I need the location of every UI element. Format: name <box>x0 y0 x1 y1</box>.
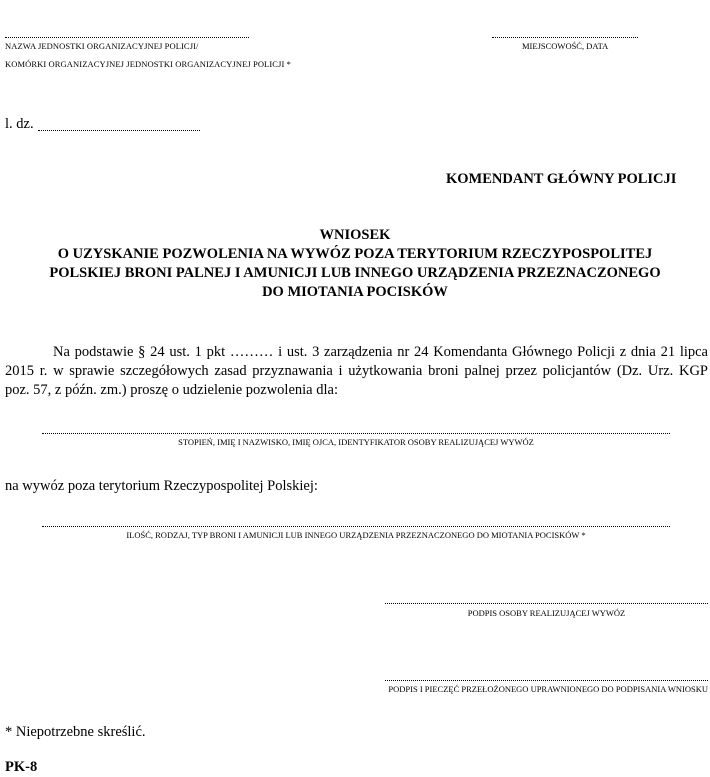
request-paragraph <box>5 343 708 400</box>
unit-cell-label: KOMÓRKI ORGANIZACYJNEJ JEDNOSTKI ORGANIZACYJNEJ POLICJI * <box>5 59 291 69</box>
export-statement: na wywóz poza terytorium Rzeczypospolitej Polskiej: <box>5 478 318 494</box>
supervisor-signature-caption: PODPIS I PIECZĘĆ PRZEŁOŻONEGO UPRAWNIONEGO DO PODPISANIA WNIOSKU <box>388 684 708 694</box>
request-line-3: poz. 57, z późn. zm.) proszę o udzielenie pozwolenia dla: <box>5 382 338 398</box>
unit-name-line[interactable] <box>5 37 249 38</box>
form-title-line-2: O UZYSKANIE POZWOLENIA NA WYWÓZ POZA TERYTORIUM RZECZYPOSPOLITEJ <box>57 246 653 262</box>
supervisor-signature-line[interactable] <box>385 680 708 681</box>
request-line-2: 2015 r. w sprawie szczegółowych zasad przyznawania i użytkowania broni palnej przez policjantów (Dz. Urz. KGP <box>5 363 708 379</box>
unit-name-label: NAZWA JEDNOSTKI ORGANIZACYJNEJ POLICJI/ <box>5 41 199 51</box>
person-signature-caption: PODPIS OSOBY REALIZUJĄCEJ WYWÓZ <box>467 608 626 618</box>
form-title-line-3: POLSKIEJ BRONI PALNEJ I AMUNICJI LUB INNEGO URZĄDZENIA PRZEZNACZONEGO <box>49 265 661 281</box>
person-signature-line[interactable] <box>385 603 708 604</box>
weapon-field-line[interactable] <box>42 526 670 527</box>
place-date-line[interactable] <box>492 37 638 38</box>
addressee: KOMENDANT GŁÓWNY POLICJI <box>446 171 677 187</box>
ref-number-label: l. dz. <box>5 116 34 132</box>
person-field-line[interactable] <box>42 433 670 434</box>
place-date-label: MIEJSCOWOŚĆ, DATA <box>522 41 609 51</box>
form-title-line-4: DO MIOTANIA POCISKÓW <box>262 284 448 300</box>
form-title-line-1: WNIOSEK <box>319 227 391 243</box>
weapon-field-caption: ILOŚĆ, RODZAJ, TYP BRONI I AMUNICJI LUB INNEGO URZĄDZENIA PRZEZNACZONEGO DO MIOTANIA POCISKÓW * <box>126 530 586 540</box>
request-line-1: Na podstawie § 24 ust. 1 pkt ……… i ust. 3 zarządzenia nr 24 Komendanta Głównego Policji z dnia 21 lipca <box>53 344 708 360</box>
form-code: PK-8 <box>5 759 38 775</box>
ref-number-line[interactable] <box>38 130 200 131</box>
form-title <box>0 226 710 302</box>
person-field-caption: STOPIEŃ, IMIĘ I NAZWISKO, IMIĘ OJCA, IDENTYFIKATOR OSOBY REALIZUJĄCEJ WYWÓZ <box>178 437 534 447</box>
footnote: * Niepotrzebne skreślić. <box>5 724 146 740</box>
